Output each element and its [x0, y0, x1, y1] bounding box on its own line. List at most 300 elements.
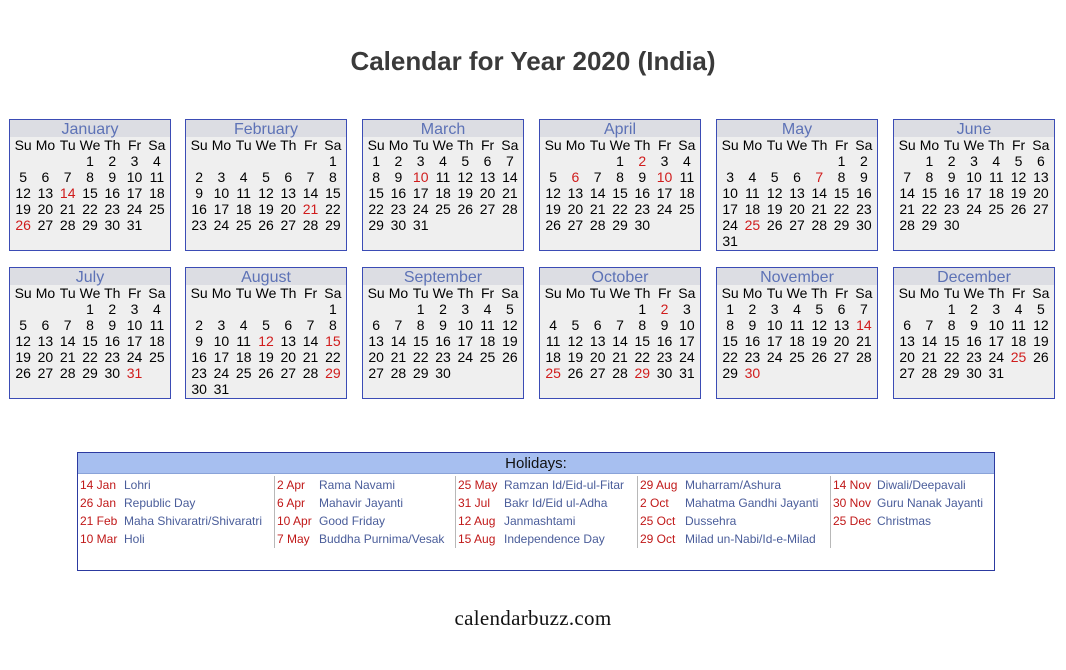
month-name: April	[540, 120, 700, 137]
day-cell: 7	[815, 169, 824, 185]
day-cell: 21	[59, 349, 76, 365]
day-cell: 14	[390, 333, 407, 349]
empty-cell	[57, 301, 79, 317]
day-cell: 21	[302, 201, 319, 217]
empty-cell	[233, 301, 255, 317]
day-cell: 29	[325, 217, 341, 233]
weekday-header: Th	[104, 285, 121, 301]
day-cell: 6	[1036, 153, 1045, 169]
day-cell: 28	[502, 201, 518, 217]
day-cell: 27	[280, 365, 297, 381]
day-cell: 27	[280, 217, 297, 233]
holiday-date: 14 Nov	[833, 478, 872, 492]
weekday-header: Su	[14, 137, 32, 153]
day-cell: 28	[59, 217, 76, 233]
day-cell: 24	[412, 201, 429, 217]
day-cell: 2	[195, 169, 204, 185]
day-cell: 18	[1010, 333, 1027, 349]
weekday-header: Fr	[834, 137, 849, 153]
day-cell: 2	[970, 301, 978, 317]
weekday-header: We	[79, 285, 101, 301]
day-cell: 19	[1010, 185, 1027, 201]
weekday-header: Tu	[235, 285, 252, 301]
holiday-name: Maha Shivaratri/Shivaratri	[124, 514, 263, 528]
day-cell: 19	[258, 201, 274, 217]
holiday-date: 21 Feb	[80, 514, 118, 528]
day-cell: 26	[457, 201, 474, 217]
holiday-date: 7 May	[277, 532, 310, 546]
day-cell: 26	[258, 365, 274, 381]
day-cell: 9	[638, 169, 647, 185]
day-cell: 22	[722, 349, 738, 365]
empty-cell	[896, 153, 918, 169]
day-cell: 28	[302, 217, 319, 233]
day-cell: 26	[1010, 201, 1027, 217]
holiday-name: Mahatma Gandhi Jayanti	[685, 496, 819, 510]
day-grid	[894, 137, 1054, 233]
day-cell: 19	[15, 201, 31, 217]
day-cell: 29	[368, 217, 384, 233]
day-cell: 31	[412, 217, 429, 233]
day-cell: 4	[439, 153, 447, 169]
day-cell: 30	[656, 365, 673, 381]
weekday-header: Su	[544, 285, 562, 301]
day-cell: 12	[15, 333, 31, 349]
day-cell: 21	[856, 333, 872, 349]
month-august	[185, 267, 347, 399]
day-cell: 7	[63, 169, 72, 185]
day-cell: 30	[744, 365, 761, 381]
day-cell: 11	[236, 333, 251, 349]
day-cell: 2	[859, 153, 868, 169]
holiday-name: Independence Day	[504, 532, 605, 546]
weekday-header: Mo	[742, 137, 763, 153]
day-cell: 26	[258, 217, 274, 233]
day-cell: 19	[258, 349, 274, 365]
day-cell: 4	[992, 153, 1001, 169]
empty-cell	[365, 301, 387, 317]
day-cell: 12	[258, 333, 274, 349]
day-cell: 21	[921, 349, 938, 365]
day-cell: 5	[549, 169, 558, 185]
day-cell: 8	[726, 317, 735, 333]
month-november	[716, 267, 878, 399]
holiday-row	[277, 476, 455, 494]
day-cell: 24	[213, 217, 230, 233]
day-cell: 15	[325, 185, 341, 201]
weekday-header: Su	[898, 137, 916, 153]
day-cell: 13	[37, 185, 54, 201]
day-cell: 8	[837, 169, 846, 185]
day-cell: 16	[744, 333, 761, 349]
day-cell: 23	[390, 201, 407, 217]
day-cell: 8	[86, 169, 94, 185]
day-cell: 22	[943, 349, 960, 365]
day-cell: 25	[545, 365, 561, 381]
weekday-header: Mo	[919, 137, 940, 153]
day-cell: 1	[372, 153, 381, 169]
day-cell: 28	[302, 365, 319, 381]
empty-cell	[564, 301, 586, 317]
day-cell: 3	[217, 317, 226, 333]
day-cell: 28	[390, 365, 407, 381]
day-cell: 15	[833, 185, 850, 201]
holiday-date: 25 Dec	[833, 514, 872, 528]
weekday-header: Sa	[1032, 285, 1050, 301]
weekday-header: Mo	[388, 285, 409, 301]
day-cell: 10	[412, 169, 429, 185]
weekday-header: Sa	[1032, 137, 1050, 153]
day-cell: 16	[656, 333, 673, 349]
weekday-header: Sa	[855, 137, 873, 153]
day-cell: 23	[104, 201, 121, 217]
day-cell: 26	[545, 217, 561, 233]
weekday-header: Fr	[127, 137, 142, 153]
day-cell: 21	[390, 349, 407, 365]
day-cell: 24	[457, 349, 474, 365]
month-name: August	[186, 268, 346, 285]
weekday-header: Th	[988, 137, 1005, 153]
holiday-row	[640, 476, 830, 494]
day-cell: 29	[412, 365, 429, 381]
day-cell: 10	[722, 185, 738, 201]
day-cell: 8	[86, 317, 94, 333]
empty-cell	[299, 153, 321, 169]
day-cell: 15	[325, 333, 341, 349]
day-cell: 25	[149, 349, 165, 365]
empty-cell	[255, 153, 277, 169]
weekday-header: Su	[367, 137, 385, 153]
day-cell: 18	[789, 333, 805, 349]
day-cell: 27	[368, 365, 384, 381]
day-cell: 2	[660, 301, 669, 317]
empty-cell	[587, 153, 609, 169]
day-cell: 12	[545, 185, 561, 201]
day-cell: 18	[545, 349, 561, 365]
day-cell: 13	[280, 333, 297, 349]
day-cell: 13	[479, 169, 496, 185]
day-cell: 9	[660, 317, 669, 333]
day-cell: 11	[480, 317, 495, 333]
holiday-name: Buddha Purnima/Vesak	[319, 532, 445, 546]
day-cell: 30	[390, 217, 407, 233]
day-cell: 11	[679, 169, 695, 185]
day-cell: 14	[856, 317, 872, 333]
month-name: January	[10, 120, 170, 137]
weekday-header: Fr	[303, 285, 318, 301]
holiday-date: 6 Apr	[277, 496, 306, 510]
day-cell: 30	[634, 217, 651, 233]
day-grid	[894, 285, 1054, 381]
day-cell: 5	[262, 317, 270, 333]
weekday-header: We	[255, 285, 277, 301]
day-cell: 4	[748, 169, 757, 185]
weekday-header: Su	[544, 137, 562, 153]
day-cell: 23	[966, 349, 982, 365]
empty-cell	[277, 301, 299, 317]
day-cell: 31	[126, 365, 143, 381]
holiday-name: Bakr Id/Eid ul-Adha	[504, 496, 608, 510]
day-cell: 11	[789, 317, 805, 333]
month-may	[716, 119, 878, 251]
holiday-row	[458, 494, 637, 512]
day-cell: 6	[41, 317, 50, 333]
day-cell: 17	[126, 333, 143, 349]
day-grid	[10, 137, 170, 233]
day-cell: 23	[943, 201, 960, 217]
holiday-name: Lohri	[124, 478, 151, 492]
day-cell: 1	[638, 301, 647, 317]
day-cell: 17	[679, 333, 695, 349]
weekday-header: Fr	[657, 285, 672, 301]
day-cell: 15	[943, 333, 960, 349]
day-cell: 14	[59, 333, 76, 349]
day-cell: 22	[921, 201, 938, 217]
day-cell: 7	[616, 317, 624, 333]
month-september	[362, 267, 524, 399]
weekday-header: Fr	[480, 137, 495, 153]
day-cell: 4	[152, 301, 161, 317]
day-cell: 8	[947, 317, 956, 333]
holiday-date: 14 Jan	[80, 478, 117, 492]
weekday-header: Tu	[412, 137, 429, 153]
holiday-row	[458, 530, 637, 548]
day-cell: 4	[239, 169, 248, 185]
empty-cell	[12, 153, 34, 169]
empty-cell	[764, 153, 786, 169]
day-cell: 25	[149, 201, 165, 217]
day-cell: 30	[104, 217, 121, 233]
day-cell: 30	[104, 365, 121, 381]
day-cell: 25	[479, 349, 496, 365]
day-cell: 3	[970, 153, 978, 169]
day-cell: 12	[567, 333, 584, 349]
month-name: February	[186, 120, 346, 137]
day-cell: 4	[483, 301, 492, 317]
day-cell: 15	[82, 185, 98, 201]
day-cell: 6	[41, 169, 50, 185]
weekday-header: We	[609, 137, 631, 153]
day-cell: 3	[726, 169, 735, 185]
holiday-column	[830, 476, 994, 548]
day-grid	[717, 137, 877, 249]
day-cell: 17	[457, 333, 474, 349]
day-cell: 5	[262, 169, 270, 185]
holiday-row	[458, 512, 637, 530]
day-cell: 29	[833, 217, 850, 233]
day-cell: 9	[195, 185, 204, 201]
day-cell: 7	[63, 317, 72, 333]
empty-cell	[34, 301, 56, 317]
day-cell: 27	[789, 217, 805, 233]
day-cell: 2	[108, 301, 117, 317]
day-cell: 24	[656, 201, 673, 217]
month-name: November	[717, 268, 877, 285]
day-cell: 19	[811, 333, 828, 349]
day-cell: 20	[479, 185, 496, 201]
holiday-row	[277, 494, 455, 512]
day-cell: 5	[19, 169, 28, 185]
weekday-header: Sa	[855, 285, 873, 301]
day-cell: 23	[104, 349, 121, 365]
weekday-header: Sa	[501, 137, 519, 153]
day-cell: 29	[634, 365, 651, 381]
day-cell: 6	[903, 317, 912, 333]
day-cell: 3	[217, 169, 226, 185]
weekday-header: Mo	[565, 137, 586, 153]
day-cell: 25	[235, 217, 252, 233]
day-cell: 30	[943, 217, 960, 233]
day-cell: 25	[744, 217, 761, 233]
day-cell: 14	[302, 333, 319, 349]
day-cell: 19	[1033, 333, 1049, 349]
day-cell: 28	[899, 217, 915, 233]
day-cell: 11	[435, 169, 451, 185]
holiday-row	[80, 476, 274, 494]
weekday-header: Tu	[412, 285, 429, 301]
day-cell: 11	[149, 317, 165, 333]
day-cell: 21	[899, 201, 915, 217]
day-cell: 17	[722, 201, 738, 217]
day-cell: 14	[899, 185, 915, 201]
day-cell: 20	[280, 201, 297, 217]
weekday-header: Th	[457, 137, 474, 153]
day-cell: 14	[921, 333, 938, 349]
day-cell: 9	[970, 317, 978, 333]
holiday-name: Good Friday	[319, 514, 386, 528]
day-cell: 7	[925, 317, 934, 333]
weekday-header: Su	[367, 285, 385, 301]
day-cell: 23	[634, 201, 651, 217]
day-cell: 26	[1033, 349, 1049, 365]
weekday-header: Th	[634, 137, 651, 153]
empty-cell	[299, 301, 321, 317]
day-cell: 3	[130, 301, 139, 317]
day-cell: 23	[191, 217, 207, 233]
holiday-name: Muharram/Ashura	[685, 478, 782, 492]
day-cell: 22	[833, 201, 850, 217]
empty-cell	[609, 301, 631, 317]
weekday-header: Th	[634, 285, 651, 301]
day-cell: 26	[811, 349, 828, 365]
holiday-date: 31 Jul	[458, 496, 491, 510]
day-cell: 20	[37, 201, 54, 217]
holiday-date: 29 Oct	[640, 532, 676, 546]
day-cell: 3	[461, 301, 470, 317]
weekday-header: We	[963, 137, 985, 153]
day-cell: 27	[479, 201, 496, 217]
holiday-name: Republic Day	[124, 496, 196, 510]
month-february	[185, 119, 347, 251]
day-cell: 1	[416, 301, 425, 317]
day-cell: 1	[726, 301, 735, 317]
empty-cell	[277, 153, 299, 169]
weekday-header: Sa	[501, 285, 519, 301]
holiday-date: 10 Apr	[277, 514, 312, 528]
day-cell: 1	[328, 301, 337, 317]
day-cell: 17	[213, 201, 230, 217]
day-cell: 30	[856, 217, 872, 233]
weekday-header: Th	[280, 137, 297, 153]
weekday-header: Su	[721, 137, 739, 153]
day-cell: 28	[921, 365, 938, 381]
weekday-header: Su	[190, 285, 208, 301]
day-cell: 3	[770, 301, 779, 317]
day-cell: 18	[235, 349, 252, 365]
weekday-header: Mo	[35, 285, 56, 301]
day-cell: 25	[435, 201, 451, 217]
day-cell: 17	[656, 185, 673, 201]
day-cell: 10	[213, 333, 230, 349]
holiday-name: Milad un-Nabi/Id-e-Milad	[685, 532, 816, 546]
day-cell: 9	[947, 169, 956, 185]
day-cell: 10	[213, 185, 230, 201]
day-cell: 5	[571, 317, 580, 333]
holiday-row	[80, 530, 274, 548]
day-cell: 3	[992, 301, 1001, 317]
day-cell: 8	[328, 169, 337, 185]
day-cell: 17	[966, 185, 982, 201]
day-cell: 10	[988, 317, 1005, 333]
day-cell: 16	[390, 185, 407, 201]
weekday-header: We	[255, 137, 277, 153]
day-cell: 26	[15, 217, 31, 233]
day-cell: 10	[966, 169, 982, 185]
day-cell: 5	[815, 301, 824, 317]
day-cell: 15	[612, 185, 628, 201]
day-cell: 7	[505, 153, 514, 169]
day-cell: 12	[1033, 317, 1049, 333]
weekday-header: Th	[988, 285, 1005, 301]
weekday-header: We	[79, 137, 101, 153]
day-cell: 12	[766, 185, 783, 201]
day-cell: 16	[943, 185, 960, 201]
day-cell: 12	[1010, 169, 1027, 185]
day-cell: 5	[19, 317, 28, 333]
day-cell: 30	[435, 365, 451, 381]
weekday-header: Mo	[388, 137, 409, 153]
day-cell: 13	[567, 185, 584, 201]
empty-cell	[587, 301, 609, 317]
day-grid	[10, 285, 170, 381]
day-cell: 18	[149, 333, 165, 349]
holiday-column	[455, 476, 637, 548]
day-cell: 23	[191, 365, 207, 381]
weekday-header: Th	[280, 285, 297, 301]
day-cell: 22	[325, 201, 341, 217]
day-cell: 23	[435, 349, 451, 365]
day-cell: 3	[682, 301, 691, 317]
month-name: May	[717, 120, 877, 137]
day-cell: 24	[722, 217, 738, 233]
holiday-row	[833, 494, 994, 512]
day-cell: 22	[368, 201, 384, 217]
day-cell: 28	[811, 217, 828, 233]
day-cell: 4	[549, 317, 558, 333]
day-cell: 22	[82, 349, 98, 365]
day-cell: 20	[833, 333, 850, 349]
day-cell: 22	[325, 349, 341, 365]
day-cell: 6	[793, 169, 801, 185]
day-cell: 16	[856, 185, 872, 201]
day-cell: 7	[394, 317, 403, 333]
month-march	[362, 119, 524, 251]
day-cell: 24	[126, 349, 143, 365]
day-cell: 21	[612, 349, 628, 365]
holiday-date: 2 Apr	[277, 478, 306, 492]
day-cell: 29	[325, 365, 341, 381]
day-cell: 2	[108, 153, 117, 169]
